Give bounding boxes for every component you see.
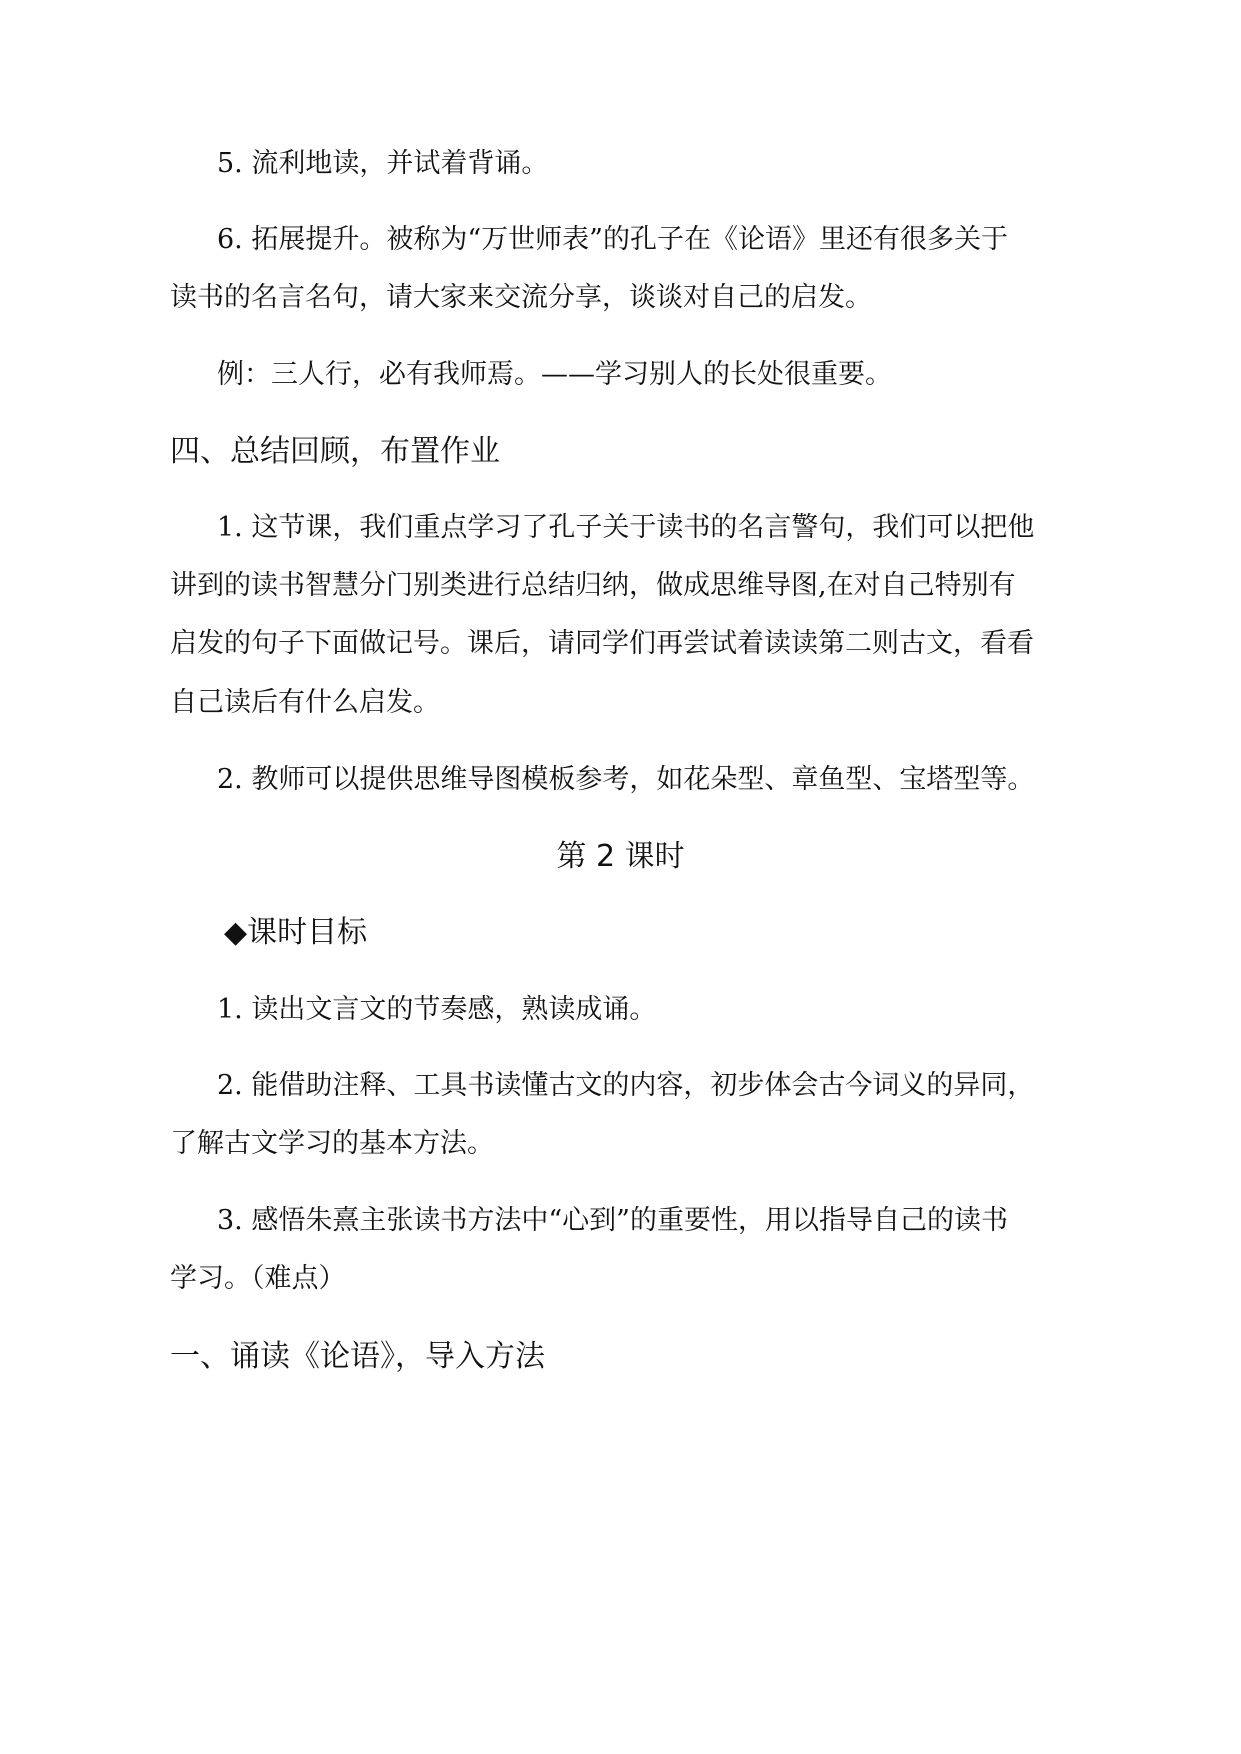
paragraph-step-6-line-1: 6. 拓展提升。被称为“万世师表”的孔子在《论语》里还有很多关于 xyxy=(217,224,1008,255)
paragraph-summary-line-4: 自己读后有什么启发。 xyxy=(170,687,440,718)
objective-2-line-1: 2. 能借助注释、工具书读懂古文的内容，初步体会古今词义的异同， xyxy=(217,1070,1035,1101)
paragraph-step-5: 5. 流利地读，并试着背诵。 xyxy=(217,148,549,179)
section-heading-recite: 一、诵读《论语》，导入方法 xyxy=(170,1339,545,1374)
objective-3-line-1: 3. 感悟朱熹主张读书方法中“心到”的重要性，用以指导自己的读书 xyxy=(217,1205,1008,1236)
section-heading-summary: 四、总结回顾，布置作业 xyxy=(170,434,500,469)
objective-3-line-2: 学习。（难点） xyxy=(170,1263,346,1294)
paragraph-step-6-line-2: 读书的名言名句，请大家来交流分享，谈谈对自己的启发。 xyxy=(170,282,872,313)
objectives-heading: ◆课时目标 xyxy=(224,915,368,950)
objective-2-line-2: 了解古文学习的基本方法。 xyxy=(170,1128,494,1159)
objective-1: 1. 读出文言文的节奏感，熟读成诵。 xyxy=(217,994,657,1025)
paragraph-summary-line-1: 1. 这节课，我们重点学习了孔子关于读书的名言警句，我们可以把他 xyxy=(217,512,1035,543)
paragraph-summary-line-3: 启发的句子下面做记号。课后，请同学们再尝试着读读第二则古文，看看 xyxy=(170,628,1034,659)
paragraph-mindmap-templates: 2. 教师可以提供思维导图模板参考，如花朵型、章鱼型、宝塔型等。 xyxy=(217,764,1035,795)
lesson-heading: 第 2 课时 xyxy=(556,839,685,874)
paragraph-summary-line-2: 讲到的读书智慧分门别类进行总结归纳，做成思维导图,在对自己特别有 xyxy=(170,570,1016,601)
paragraph-example: 例：三人行，必有我师焉。——学习别人的长处很重要。 xyxy=(217,359,892,390)
